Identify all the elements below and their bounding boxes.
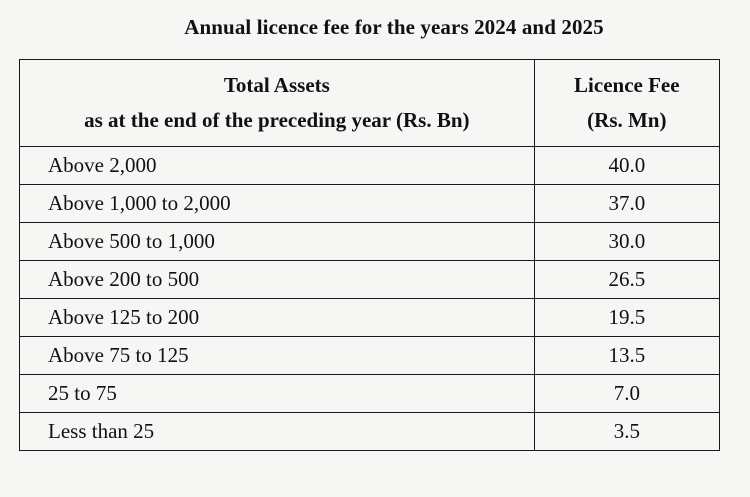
table-row [20,413,720,451]
asset-range-cell: Above 75 to 125 [20,337,535,375]
fee-cell: 3.5 [534,413,719,451]
table-row [20,375,720,413]
fee-cell: 19.5 [534,299,719,337]
asset-range-cell: Above 500 to 1,000 [20,223,535,261]
fee-cell: 26.5 [534,261,719,299]
table-row [20,223,720,261]
licence-fee-header [534,60,719,147]
table-title: Annual licence fee for the years 2024 and 2025 [184,15,604,39]
asset-range-cell: Above 1,000 to 2,000 [20,185,535,223]
fee-cell: 13.5 [534,337,719,375]
asset-range-cell: Above 200 to 500 [20,261,535,299]
header-row [20,60,720,147]
licence-fee-table [19,59,720,451]
table-row [20,261,720,299]
asset-range-cell: Above 125 to 200 [20,299,535,337]
fee-cell: 40.0 [534,147,719,185]
total-assets-header-line2: as at the end of the preceding year (Rs. Bn) [84,108,470,132]
total-assets-header [20,60,535,147]
table-row [20,337,720,375]
licence-fee-header-line2: (Rs. Mn) [587,108,667,132]
fee-cell: 30.0 [534,223,719,261]
asset-range-cell: Above 2,000 [20,147,535,185]
asset-range-cell: 25 to 75 [20,375,535,413]
fee-cell: 37.0 [534,185,719,223]
table-row [20,147,720,185]
licence-fee-header-line1: Licence Fee [574,73,680,97]
total-assets-header-line1: Total Assets [223,73,330,97]
table-row [20,299,720,337]
asset-range-cell: Less than 25 [20,413,535,451]
fee-cell: 7.0 [534,375,719,413]
table-row [20,185,720,223]
